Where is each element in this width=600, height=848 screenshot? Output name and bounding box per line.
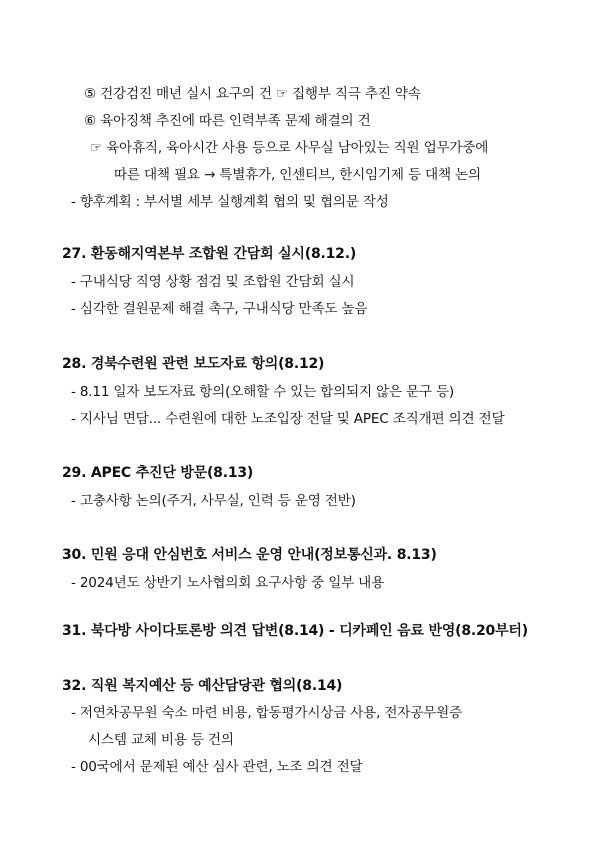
section-28-item-2: - 지사님 면담... 수련원에 대한 노조입장 전달 및 APEC 조직개편 의견 전달: [71, 411, 505, 427]
section-32-item-2: - 00국에서 문제된 예산 심사 관련, 노조 의견 전달: [71, 759, 363, 775]
item-6-detail-line-2: 따른 대책 필요 → 특별휴가, 인센티브, 한시임기제 등 대책 논의: [114, 167, 481, 183]
section-32-item-1: - 저연차공무원 숙소 마련 비용, 합동평가시상금 사용, 전자공무원증: [71, 705, 462, 721]
section-31-heading: 31. 북다방 사이다토론방 의견 답변(8.14) - 디카페인 음료 반영(8.20부터): [62, 623, 528, 639]
item-6-childcare-policy: ⑥ 육아징책 추진에 따른 인력부족 문제 해결의 건: [84, 113, 371, 129]
section-29-item-1: - 고충사항 논의(주거, 사무실, 인력 등 운영 전반): [71, 493, 356, 509]
item-5-health-checkup: ⑤ 건강검진 매년 실시 요구의 건 ☞ 집행부 직극 추진 약속: [84, 86, 421, 102]
section-27-item-2: - 심각한 결원문제 해결 촉구, 구내식당 만족도 높음: [71, 301, 368, 317]
section-28-item-1: - 8.11 일자 보도자료 항의(오해할 수 있는 합의되지 않은 문구 등): [71, 384, 455, 400]
section-30-item-1: - 2024년도 상반기 노사협의회 요구사항 중 일부 내용: [71, 575, 385, 591]
section-27-heading: 27. 환동해지역본부 조합원 간담회 실시(8.12.): [62, 246, 357, 262]
section-29-heading: 29. APEC 추진단 방문(8.13): [62, 465, 254, 481]
section-32-heading: 32. 직원 복지예산 등 예산담당관 협의(8.14): [62, 678, 343, 694]
future-plan: - 향후계획 : 부서별 세부 실행계획 협의 및 협의문 작성: [71, 194, 389, 210]
item-6-detail-line-1: ☞ 육아휴직, 육아시간 사용 등으로 사무실 남아있는 직원 업무가중에: [90, 140, 489, 156]
section-32-item-1-continued: 시스템 교체 비용 등 건의: [88, 732, 234, 748]
section-28-heading: 28. 경북수련원 관련 보도자료 항의(8.12): [62, 356, 325, 372]
section-30-heading: 30. 민원 응대 안심번호 서비스 운영 안내(정보통신과. 8.13): [62, 547, 437, 563]
section-27-item-1: - 구내식당 직영 상황 점검 및 조합원 간담회 실시: [71, 274, 355, 290]
